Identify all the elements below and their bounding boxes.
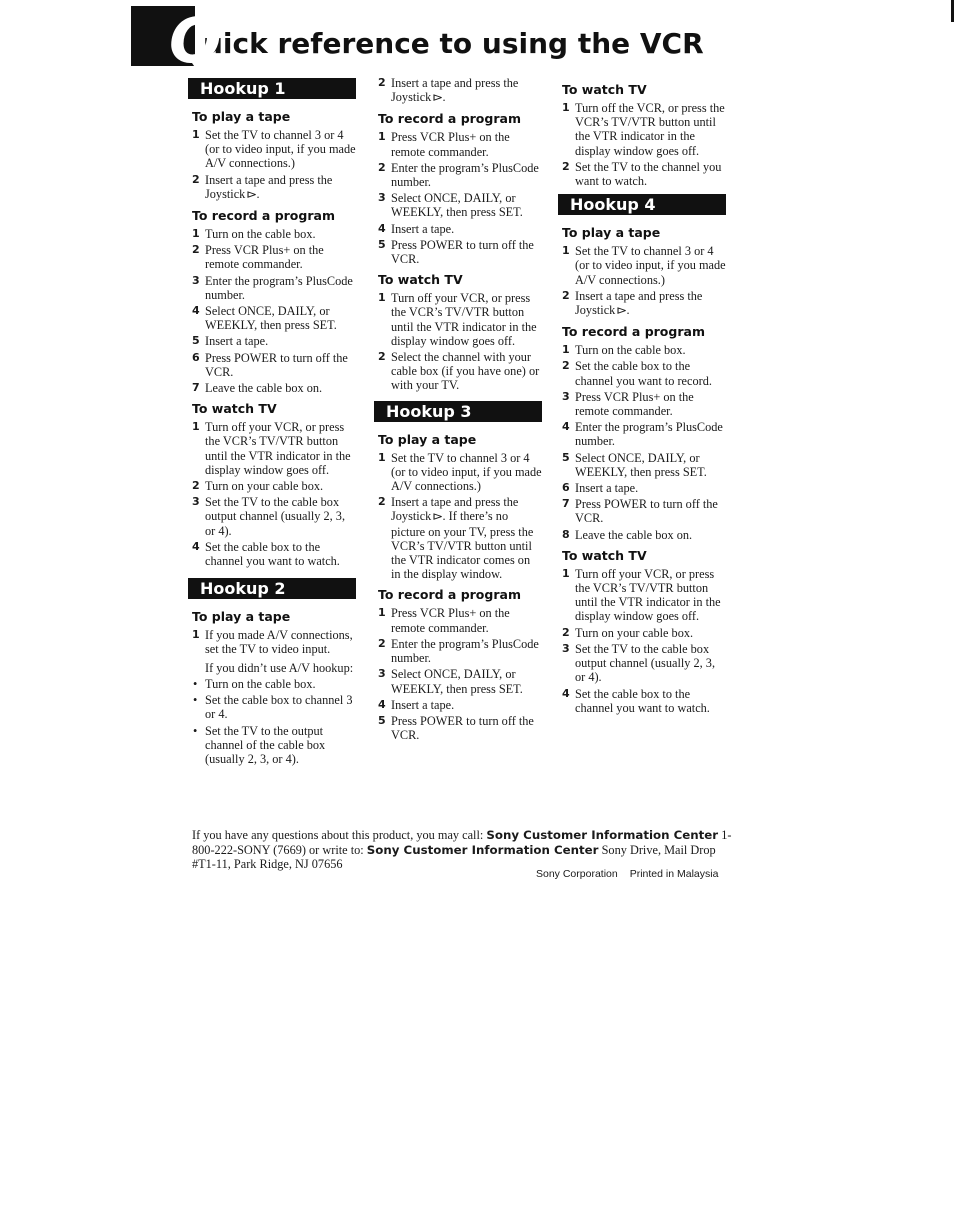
step-number: 3 (192, 273, 200, 287)
footer-contact (192, 828, 732, 872)
footer-center-1: Sony Customer Information Center (486, 828, 719, 842)
step-text: If you made A/V connections, set the TV to video input. (205, 628, 353, 657)
subheading-to-watch-tv: To watch TV (562, 547, 647, 563)
step-number: 6 (192, 350, 200, 364)
step-item (558, 567, 726, 624)
step-text: Press POWER to turn off the VCR. (575, 497, 718, 526)
step-number: 3 (378, 191, 386, 205)
step-number: 2 (562, 625, 570, 639)
step-item (374, 161, 542, 189)
step-number: 1 (562, 566, 570, 580)
step-number: 2 (562, 288, 570, 302)
step-text: Turn on the cable box. (205, 227, 316, 242)
subheading-to-record-a-program: To record a program (562, 324, 705, 340)
step-list (558, 343, 726, 542)
step-text: Enter the program’s PlusCode number. (205, 273, 353, 302)
joystick-arrow-icon: ⊳ (432, 510, 444, 524)
step-item (188, 495, 356, 538)
step-item (558, 390, 726, 418)
step-item (374, 238, 542, 266)
step-text: Turn on your cable box. (205, 479, 324, 494)
step-number: 2 (378, 495, 386, 509)
footer-address: Sony Drive, Mail Drop #T1-11, Park Ridge, NJ 07656 (192, 842, 716, 871)
footer-center-2: Sony Customer Information Center (366, 842, 599, 857)
step-text: Turn off your VCR, or press the VCR’s TV/VTR button until the VTR indicator in the display window goes off. (575, 566, 721, 624)
step-text: Insert a tape. (391, 221, 455, 236)
step-item (188, 243, 356, 271)
subheading-to-play-a-tape: To play a tape (562, 225, 661, 241)
step-text: Select ONCE, DAILY, or WEEKLY, then press SET. (575, 450, 707, 479)
step-number: 3 (562, 389, 570, 403)
subheading-to-watch-tv: To watch TV (192, 401, 277, 417)
step-item (188, 540, 356, 568)
step-number: 2 (378, 350, 386, 364)
joystick-arrow-icon: ⊳ (432, 91, 444, 105)
step-text: Turn off your VCR, or press the VCR’s TV/VTR button until the VTR indicator in the display window goes off. (205, 420, 351, 477)
step-text: Turn off the VCR, or press the VCR’s TV/VTR button until the VTR indicator in the display window goes off. (575, 101, 725, 158)
bullet-item: • Set the TV to the output channel of the cable box (usually 2, 3, or 4). (188, 724, 356, 767)
step-item (374, 451, 542, 494)
step-number: 1 (562, 101, 570, 114)
step-item (374, 350, 542, 393)
step-text: Insert a tape. (575, 481, 639, 496)
step-text: Set the cable box to the channel you want to record. (575, 359, 712, 388)
step-text: Insert a tape and press the Joystick (575, 288, 703, 318)
step-number: 2 (562, 359, 570, 373)
step-list (558, 101, 726, 188)
step-list (374, 76, 542, 105)
page-title (131, 4, 704, 77)
step-number: 1 (378, 291, 386, 305)
step-text: Set the TV to the channel you want to watch. (575, 159, 722, 189)
step-text: Enter the program’s PlusCode number. (391, 636, 539, 666)
step-item (188, 227, 356, 241)
step-item (374, 191, 542, 219)
subheading-to-watch-tv: To watch TV (378, 272, 463, 288)
step-item (188, 128, 356, 171)
step-number: 2 (378, 636, 386, 650)
step-text: Select ONCE, DAILY, or WEEKLY, then press SET. (391, 667, 523, 696)
step-item (558, 481, 726, 495)
step-number: 6 (562, 481, 570, 495)
step-text: Enter the program’s PlusCode number. (575, 420, 723, 449)
step-text: Select the channel with your cable box (if you have one) or with your TV. (391, 350, 540, 393)
step-text: Set the TV to the cable box output channel (usually 2, 3, or 4). (575, 641, 716, 685)
step-list (188, 227, 356, 395)
step-item (558, 244, 726, 287)
step-item (558, 420, 726, 448)
subheading-to-record-a-program: To record a program (378, 587, 521, 603)
step-text: Enter the program’s PlusCode number. (391, 160, 539, 190)
step-text: Set the TV to channel 3 or 4 (or to video input, if you made A/V connections.) (391, 450, 542, 494)
title-initial-box (131, 4, 222, 77)
subheading-to-play-a-tape: To play a tape (378, 431, 477, 447)
step-text: Leave the cable box on. (205, 381, 323, 396)
step-number: 4 (562, 686, 570, 700)
step-number: 1 (192, 128, 200, 141)
step-number: 1 (378, 450, 386, 464)
step-text: Set the TV to channel 3 or 4 (or to video input, if you made A/V connections.) (205, 128, 356, 171)
step-item (374, 714, 542, 742)
step-text: Press POWER to turn off the VCR. (391, 237, 534, 267)
step-number: 4 (192, 304, 200, 318)
step-number: 2 (192, 172, 200, 186)
company-name: Sony Corporation (536, 868, 618, 880)
step-item (558, 101, 726, 158)
step-item (374, 698, 542, 712)
step-number: 3 (562, 641, 570, 655)
step-item (558, 687, 726, 715)
step-item (374, 606, 542, 634)
bullet-item: • Set the cable box to channel 3 or 4. (188, 693, 356, 721)
bullet-list (188, 677, 356, 766)
subheading-to-watch-tv: To watch TV (562, 82, 647, 97)
step-text: Press VCR Plus+ on the remote commander. (575, 389, 694, 419)
step-item (374, 222, 542, 236)
step-item: 2 Insert a tape and press the Joystick⊳. (378, 76, 519, 105)
step-number: 1 (562, 343, 570, 357)
step-text: Turn on the cable box. (575, 343, 686, 358)
section-bar-hookup-4: Hookup 4 (558, 194, 726, 215)
step-number: 5 (378, 237, 386, 251)
title-text: uick reference to using the VCR (203, 27, 704, 60)
section-bar-hookup-2: Hookup 2 (188, 578, 356, 599)
step-text: Select ONCE, DAILY, or WEEKLY, then press SET. (391, 191, 523, 220)
step-item (374, 291, 542, 348)
step-list (374, 130, 542, 266)
step-item (558, 642, 726, 685)
step-text: Insert a tape and press the Joystick (391, 495, 519, 524)
section-bar-hookup-3: Hookup 3 (374, 401, 542, 422)
printed-in: Printed in Malaysia (629, 868, 719, 880)
step-number: 5 (192, 334, 200, 348)
step-item (188, 628, 356, 656)
step-number: 4 (562, 420, 570, 434)
print-line (536, 868, 718, 880)
step-text: Press VCR Plus+ on the remote commander. (391, 606, 510, 635)
step-number: 4 (378, 697, 386, 711)
subheading-to-play-a-tape: To play a tape (192, 109, 291, 124)
step-text: Set the TV to the cable box output channel (usually 2, 3, or 4). (205, 495, 346, 538)
step-text: Set the cable box to the channel you want to watch. (205, 539, 340, 569)
step-number: 2 (192, 479, 200, 493)
step-text-continued: . If there’s no picture on your TV, press the VCR’s TV/VTR button until the VTR indicator comes on in the display window. (391, 509, 534, 582)
step-item (558, 497, 726, 525)
step-text: Insert a tape and press the Joystick (205, 172, 333, 201)
step-item (188, 479, 356, 493)
step-number: 7 (192, 381, 200, 395)
step-number: 2 (378, 160, 386, 174)
subheading-to-record-a-program: To record a program (192, 208, 335, 224)
step-number: 1 (192, 227, 200, 241)
step-number: 3 (192, 495, 200, 509)
step-list (188, 128, 356, 202)
step-item (558, 451, 726, 479)
step-item (558, 160, 726, 188)
step-number: 1 (192, 420, 200, 434)
step-text: Set the cable box to the channel you want to watch. (575, 686, 710, 715)
step-item (558, 343, 726, 357)
step-list (558, 567, 726, 715)
column-3 (558, 76, 726, 719)
step-text: Press POWER to turn off the VCR. (205, 350, 348, 379)
step-item (188, 381, 356, 395)
step-list (558, 244, 726, 318)
joystick-arrow-icon: ⊳ (246, 187, 258, 201)
step-list (374, 606, 542, 742)
step-text: Press VCR Plus+ on the remote commander. (391, 130, 510, 159)
step-number: 4 (192, 539, 200, 553)
step-list (374, 451, 542, 582)
step-text: Insert a tape. (391, 697, 455, 712)
column-1 (188, 76, 356, 770)
step-number: 5 (378, 713, 386, 727)
step-number: 8 (562, 527, 570, 541)
joystick-arrow-icon: ⊳ (616, 304, 628, 318)
footer-intro: If you have any questions about this product, you may call: (192, 828, 487, 842)
step-item (558, 359, 726, 387)
step-item (188, 334, 356, 348)
step-item (374, 495, 542, 581)
step-item (374, 130, 542, 158)
step-number: 2 (192, 243, 200, 257)
step-text: Press VCR Plus+ on the remote commander. (205, 243, 324, 272)
subheading-to-play-a-tape: To play a tape (192, 609, 291, 625)
step-number: 1 (378, 130, 386, 144)
step-text: Insert a tape. (205, 334, 269, 349)
step-item (188, 420, 356, 477)
step-number: 2 (562, 159, 570, 173)
step-item (188, 351, 356, 379)
step-text: Select ONCE, DAILY, or WEEKLY, then press SET. (205, 304, 337, 333)
step-item (558, 528, 726, 542)
step-number: 1 (192, 628, 200, 642)
footer-phone: 1-800-222-SONY (7669) or write to: (192, 828, 732, 857)
step-item (188, 304, 356, 332)
subheading-to-record-a-program: To record a program (378, 111, 521, 127)
step-item (558, 626, 726, 640)
step-number: 7 (562, 497, 570, 511)
step-number: 1 (378, 606, 386, 620)
step-text: Leave the cable box on. (575, 527, 693, 542)
step-list (374, 291, 542, 392)
step-text: Set the TV to channel 3 or 4 (or to video input, if you made A/V connections.) (575, 244, 726, 287)
step-number: 2 (378, 76, 386, 89)
step-item (188, 274, 356, 302)
title-initial: Q (169, 4, 222, 77)
step-list (188, 420, 356, 568)
step-item: 2 Insert a tape and press the Joystick⊳. (192, 172, 333, 201)
column-2 (374, 76, 542, 746)
step-text: Insert a tape and press the Joystick (391, 76, 519, 105)
bullet-item: • Turn on the cable box. (188, 677, 356, 691)
step-item (374, 637, 542, 665)
section-bar-hookup-1: Hookup 1 (188, 78, 356, 99)
step-number: 5 (562, 450, 570, 464)
step-text: Press POWER to turn off the VCR. (391, 713, 534, 743)
step-item: 2 Insert a tape and press the Joystick⊳. (562, 288, 703, 318)
step-text: Turn off your VCR, or press the VCR’s TV/VTR button until the VTR indicator in the display window goes off. (391, 291, 537, 348)
step-list (188, 628, 356, 656)
instruction-note: If you didn’t use A/V hookup: (205, 660, 354, 675)
step-text: Turn on your cable box. (575, 625, 694, 640)
step-number: 3 (378, 667, 386, 681)
step-item (374, 667, 542, 695)
step-number: 1 (562, 244, 570, 258)
step-number: 4 (378, 221, 386, 235)
